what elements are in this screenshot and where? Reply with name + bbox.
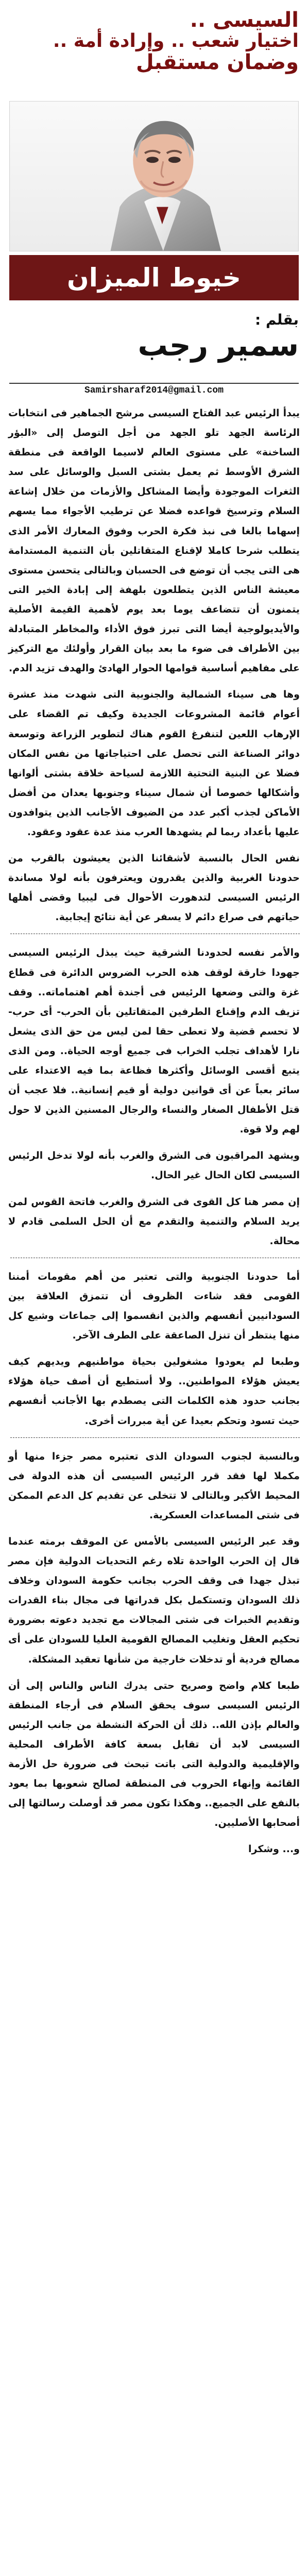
divider (9, 383, 299, 384)
dashed-separator (10, 1258, 300, 1259)
article-paragraph: وقد عبر الرئيس السيسى بالأمس عن الموقف برمته عندما قال إن الحرب الواحدة تلاه رغم التحديات الدولية فإن مصر تبذل جهدا فى وقف الحرب بجانب حكومة السودان وخلاف ذلك السودان وتستكمل بكل قدراتها فى مجال بناء القدرات وتقديم الخبرات فى شتى المجالات مع تجديد دعوته بضرورة تحكيم العقل وتغليب المصالح القومية العليا للسودان على أى مصالح فردية أو تدخلات خارجية من شأنها تعقيد المشكلة. (8, 1535, 300, 1665)
article-body (8, 403, 300, 1866)
article-paragraph: والأمر نفسه لحدودنا الشرقية حيث يبذل الرئيس السيسى جهودا خارقة لوقف هذه الحرب الضروس الدائرة فى قطاع غزة والتى وضعها الرئيس فى أجندة أهم اهتماماته.. وقف تزيف الدم وإقناع الطرفين المتقاتلين بأن الحرب- أى حرب- لا تحسم قضية ولا تعطى حقا لمن ليس من حق الذى يشعل نارا لأهداف تجلب الخراب فى جميع أوجه الحياة.. ومن الذى يتبع أقسى الوسائل وأكثرها فظاعة بما فيه الاعتداء على سائر بعباً عن أى قوانين دولية أو قيم إنسانية.. فلا عجب أن قتل الأطفال الصغار والنساء والرجال المسنين الذين لا حول لهم ولا قوة. (8, 947, 300, 1136)
headline-line-1: السيسى .. (190, 8, 299, 32)
closing-line: و... وشكرا (248, 1843, 300, 1855)
article-paragraph: نفس الحال بالنسبة لأشقائنا الذين يعيشون بالقرب من حدودنا الغربية والذين يقدرون ويعترفون بأنه لولا مساندة الرئيس السيسى لتدهورت الأحوال فى ليبيا وقضى أهلها حياتهم فى صراع دائم لا يسفر عن أية نتائج إيجابية. (8, 853, 300, 923)
article-paragraph: ويشهد المراقبون فى الشرق والغرب بأنه لولا تدخل الرئيس السيسى لكان الحال غير الحال. (8, 1150, 300, 1181)
byline-label: بقلم : (255, 311, 299, 328)
article-paragraph: وها هى سيناء الشمالية والجنوبية التى شهدت منذ عشرة أعوام قائمة المشروعات الجديدة وكيف تم القضاء على الإرهاب اللعين لتنفرغ القوم هناك لتطوير الزراعة وتوسعة دوائر الصناعة التى تحصل على احتياجاتها من نفس المكان فضلا عن البنية التحتية اللازمة لسياحة خلاقة بشتى ألوانها وأشكالها خصوصا أن شمال سيناء وجنوبها يعدان من أفضل الأماكن لجذب أكبر عدد من الضيوف الأجانب الذين يتوافدون عليها بأعداد ربما لم يشهدها العرب منذ عدة عقود وعقود. (8, 689, 300, 838)
article-paragraph: إن مصر هنا كل القوى فى الشرق والغرب فاتحة القوس لمن يريد السلام والتنمية والتقدم مع أن الحل السلمى قادم لا محالة. (8, 1196, 300, 1247)
article-paragraph: طبعا كلام واضح وصريح حتى يدرك الناس والناس إلى أن الرئيس السيسى سوف يحقق السلام فى أرجاء المنطقة والعالم بإذن الله.. ذلك أن الحركة النشطة من جانب الرئيس السيسى لابد أن تقابل بسعة كافة الأطراف المحلية والإقليمية والدولية التى باتت تبحث فى ضرورة حل الأزمة القائمة وإنهاء الحروب فى المنطقة لصالح شعوبها بما يعود بالنفع على الجميع.. وهكذا تكون مصر قد أوصلت رسالتها إلى أصحابها الأصليين. (8, 1680, 300, 1829)
author-portrait-icon (10, 101, 298, 251)
column-title: خيوط الميزان (9, 255, 299, 300)
dashed-separator (10, 934, 300, 935)
headline-line-3: وضمان مستقبل (135, 50, 299, 75)
article-paragraph: وبالنسبة لجنوب السودان الذى تعتبره مصر جزءا منها أو مكملا لها فقد قرر الرئيس السيسى أن هذه الدولة فى المحيط الأكبر وبالتالى لا تتخلى عن تقديم كل الدعم الممكن فى شتى المساعدات العسكرية. (8, 1450, 300, 1521)
byline (9, 312, 299, 361)
article-paragraph: وطبعا لم يعودوا مشغولين بحياة مواطنيهم ويديهم كيف يعيش هؤلاء المواطنين.. ولا أستطيع أن أصف حياة هؤلاء بجانب حدود هذه الكلمات التى يصطدم بها الأجانب أنفسهم حيث تسود وتحكم بعيدا عن أية مبررات أخرى. (8, 1356, 300, 1427)
author-name: سمير رجب (138, 327, 299, 363)
headline (9, 9, 299, 74)
author-photo (9, 101, 299, 251)
article-paragraph: أما حدودنا الجنوبية والتى تعتبر من أهم مقومات أمننا القومى فقد شاءت الظروف أن تتمزق العلاقة بين السودانيين أنفسهم والذين انقسموا إلى جماعات وشيع كل منها ينتظر أن تنزل الصاعقة على الطرف الآخر. (8, 1270, 300, 1342)
author-email: Samirsharaf2014@gmail.com (84, 385, 224, 396)
article-paragraph: يبدأ الرئيس عبد الفتاح السيسى مرشح الجماهير فى انتخابات الرئاسة الجهد تلو الجهد من أجل التوصل إلى «البؤر الساخنة» على مستوى العالم لاسيما الواقعة فى منطقة الشرق الأوسط ثم يعمل بشتى السبل والوسائل على سد الثغرات الموجودة وأيضا المشاكل والأزمات من خلال إشاعة السلام وترسيخ قواعده فضلا عن ترطيب الأجواء مما يسهم إسهاما بالغا فى نبذ فكرة الحرب وفوق المعارك الأمر الذى يتطلب شرحا كاملا لإقناع المتقاتلين بأن التنمية المستدامة هى التى يجب أن توضع فى الحسبان وبالتالى يتحسن مستوى معيشة الناس الذين يتطلعون بلهفة إلى إبادة الخير التى يتمنون أن تتضاعف يوما بعد يوم لأهمية القيمة الأصلية والأيديولوجية أيضا التى تبرز فوق الأداء والمخاطر المتبادلة بين الأطراف فى ضوء ما بعد بيان القرار وأولئك مع التركيز على مفاهيم أساسية قوامها الحوار الهادئ والهدف تزيد الدم. (8, 408, 300, 674)
dashed-separator (10, 1437, 300, 1438)
headline-line-2: اختيار شعب .. وإرادة أمة .. (53, 30, 299, 52)
